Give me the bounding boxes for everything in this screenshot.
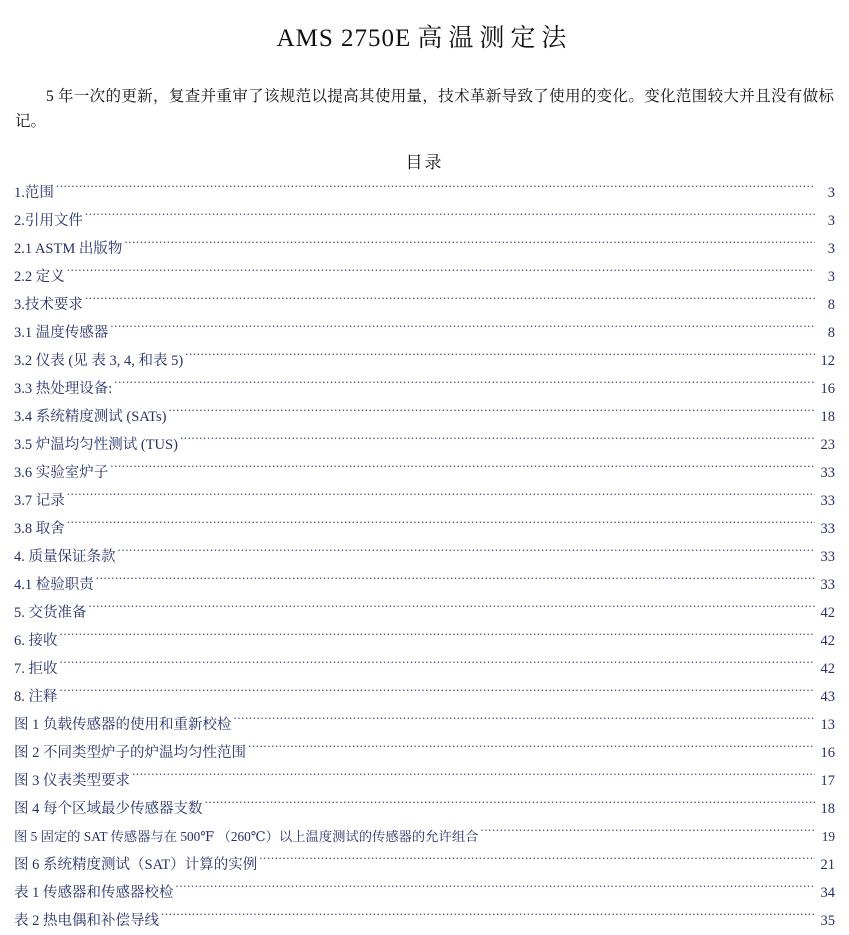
toc-entry-label: 3.8 取舍 (14, 521, 65, 537)
toc-leader-dots (205, 799, 816, 814)
page-title (14, 0, 835, 54)
toc-entry[interactable] (14, 375, 835, 403)
toc-leader-dots (185, 351, 815, 366)
toc-entry-label: 2.1 ASTM 出版物 (14, 241, 123, 257)
toc-entry-page-number: 18 (820, 801, 835, 817)
toc-leader-dots (67, 519, 815, 534)
toc-entry-page-number: 23 (820, 437, 835, 453)
toc-entry[interactable] (14, 683, 835, 711)
toc-entry-label: 表 1 传感器和传感器校检 (14, 885, 174, 901)
toc-entry-page-number: 16 (820, 381, 835, 397)
toc-entry-label: 4.1 检验职责 (14, 577, 94, 593)
toc-entry-label: 5. 交货准备 (14, 605, 87, 621)
toc-entry-page-number: 17 (820, 773, 835, 789)
toc-entry[interactable] (14, 655, 835, 683)
toc-entry[interactable] (14, 431, 835, 459)
toc-leader-dots (67, 267, 815, 282)
toc-entry[interactable] (14, 235, 835, 263)
toc-entry[interactable] (14, 515, 835, 543)
toc-entry-page-number: 21 (820, 857, 835, 873)
toc-entry[interactable] (14, 543, 835, 571)
toc-leader-dots (118, 547, 816, 562)
toc-entry[interactable] (14, 599, 835, 627)
toc-entry[interactable] (14, 487, 835, 515)
toc-entry-label: 3.1 温度传感器 (14, 325, 109, 341)
toc-entry[interactable] (14, 319, 835, 347)
toc-leader-dots (132, 771, 815, 786)
toc-entry-label: 1.范围 (14, 185, 54, 201)
toc-entry[interactable] (14, 879, 835, 907)
toc-heading: 目录 (405, 153, 444, 172)
toc-entry-page-number: 42 (820, 661, 835, 677)
toc-entry-page-number: 43 (820, 689, 835, 705)
toc-entry-page-number: 8 (827, 325, 835, 341)
toc-entry-page-number: 35 (820, 913, 835, 929)
toc-entry-label: 2.引用文件 (14, 213, 83, 229)
toc-entry-label: 4. 质量保证条款 (14, 549, 116, 565)
toc-leader-dots (114, 379, 815, 394)
toc-entry-label: 3.5 炉温均匀性测试 (TUS) (14, 437, 178, 453)
toc-entry-page-number: 16 (820, 745, 835, 761)
toc-entry-label: 7. 拒收 (14, 661, 58, 677)
toc-entry-label: 3.2 仪表 (见 表 3, 4, 和表 5) (14, 353, 184, 369)
toc-leader-dots (248, 743, 815, 758)
toc-entry[interactable] (14, 179, 835, 207)
toc-entry-page-number: 8 (827, 297, 835, 313)
toc-entry-label: 2.2 定义 (14, 269, 65, 285)
toc-entry[interactable] (14, 207, 835, 235)
toc-leader-dots (124, 239, 815, 254)
intro-paragraph: 5 年一次的更新，复查并重审了该规范以提高其使用量，技术革新导致了使用的变化。变化范围较大并且没有做标记。 (15, 88, 834, 130)
toc-entry[interactable] (14, 291, 835, 319)
toc-leader-dots (180, 435, 815, 450)
toc-entry-page-number: 33 (820, 493, 835, 509)
toc-entry[interactable] (14, 851, 835, 879)
toc-entry-page-number: 34 (820, 885, 835, 901)
toc-entry[interactable] (14, 739, 835, 767)
toc-entry-label: 3.技术要求 (14, 297, 83, 313)
toc-entry[interactable] (14, 767, 835, 795)
table-of-contents (14, 179, 835, 935)
toc-leader-dots (89, 603, 816, 618)
toc-entry-label: 3.6 实验室炉子 (14, 465, 109, 481)
page-title-latin: AMS 2750E (276, 25, 412, 52)
toc-leader-dots (56, 183, 815, 198)
toc-leader-dots (176, 883, 816, 898)
toc-entry-page-number: 18 (820, 409, 835, 425)
toc-entry-label: 图 5 固定的 SAT 传感器与在 500℉ （260℃）以上温度测试的传感器的允许组合 (14, 829, 479, 844)
toc-entry-label: 图 4 每个区域最少传感器支数 (14, 801, 203, 817)
toc-entry-page-number: 33 (820, 465, 835, 481)
toc-entry-page-number: 12 (820, 353, 835, 369)
toc-entry-label: 图 3 仪表类型要求 (14, 773, 130, 789)
toc-leader-dots (60, 631, 816, 646)
toc-entry[interactable] (14, 627, 835, 655)
toc-entry-label: 图 6 系统精度测试（SAT）计算的实例 (14, 857, 258, 873)
toc-entry-page-number: 33 (820, 577, 835, 593)
toc-entry-page-number: 3 (827, 213, 835, 229)
toc-leader-dots (85, 211, 815, 226)
toc-entry[interactable] (14, 907, 835, 935)
toc-leader-dots (85, 295, 815, 310)
toc-entry-page-number: 3 (827, 269, 835, 285)
toc-entry[interactable] (14, 459, 835, 487)
toc-entry-page-number: 3 (827, 185, 835, 201)
toc-leader-dots (480, 828, 815, 841)
toc-entry[interactable] (14, 823, 835, 851)
toc-entry-label: 图 1 负载传感器的使用和重新校检 (14, 717, 232, 733)
toc-entry-page-number: 3 (827, 241, 835, 257)
toc-leader-dots (259, 855, 815, 870)
toc-entry-page-number: 13 (820, 717, 835, 733)
toc-leader-dots (60, 659, 816, 674)
toc-entry-label: 3.4 系统精度测试 (SATs) (14, 409, 167, 425)
toc-entry[interactable] (14, 263, 835, 291)
toc-entry-label: 3.3 热处理设备: (14, 381, 113, 397)
toc-entry-label: 3.7 记录 (14, 493, 65, 509)
page-title-cjk: 高温测定法 (417, 25, 573, 52)
toc-leader-dots (67, 491, 815, 506)
toc-entry-label: 表 2 热电偶和补偿导线 (14, 913, 159, 929)
toc-leader-dots (110, 323, 815, 338)
toc-entry[interactable] (14, 347, 835, 375)
toc-leader-dots (96, 575, 815, 590)
toc-entry-page-number: 33 (820, 521, 835, 537)
toc-entry-page-number: 42 (820, 633, 835, 649)
toc-entry-label: 图 2 不同类型炉子的炉温均匀性范围 (14, 745, 246, 761)
toc-leader-dots (60, 687, 816, 702)
toc-entry-label: 6. 接收 (14, 633, 58, 649)
toc-entry[interactable] (14, 571, 835, 599)
toc-entry-page-number: 42 (820, 605, 835, 621)
toc-entry-page-number: 33 (820, 549, 835, 565)
toc-entry[interactable] (14, 403, 835, 431)
toc-leader-dots (161, 911, 815, 926)
toc-entry[interactable] (14, 795, 835, 823)
toc-leader-dots (110, 463, 815, 478)
toc-leader-dots (168, 407, 815, 422)
toc-entry-page-number: 19 (821, 829, 835, 844)
toc-entry[interactable] (14, 711, 835, 739)
toc-leader-dots (234, 715, 816, 730)
toc-entry-label: 8. 注释 (14, 689, 58, 705)
